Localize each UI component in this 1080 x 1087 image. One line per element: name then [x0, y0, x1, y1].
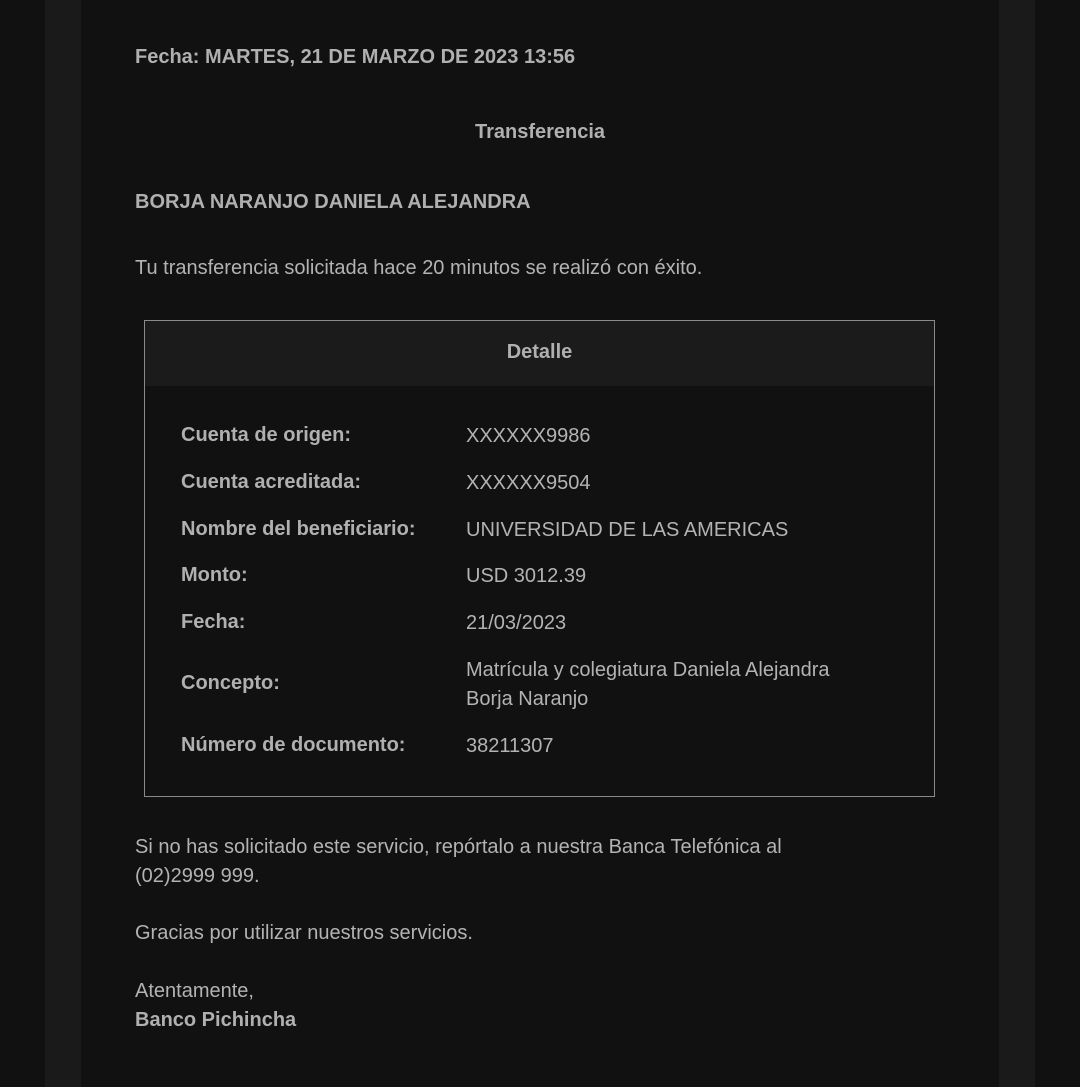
credited-account-label: Cuenta acreditada: — [181, 471, 362, 493]
email-title: Transferencia — [474, 121, 606, 143]
date-line: Fecha: MARTES, 21 DE MARZO DE 2023 13:56 — [135, 46, 576, 68]
beneficiary-value: UNIVERSIDAD DE LAS AMERICAS — [466, 519, 789, 541]
bank-signature: Banco Pichincha — [135, 1009, 297, 1031]
intro-text: Tu transferencia solicitada hace 20 minutos se realizó con éxito. — [135, 257, 703, 279]
concept-label: Concepto: — [181, 672, 280, 694]
date-value: 21/03/2023 — [466, 612, 567, 634]
thanks-text: Gracias por utilizar nuestros servicios. — [135, 922, 473, 944]
document-number-value: 38211307 — [466, 735, 554, 757]
email-body — [81, 0, 999, 1087]
right-margin — [999, 0, 1035, 1087]
left-margin — [45, 0, 81, 1087]
amount-value: USD 3012.39 — [466, 565, 587, 587]
concept-value-line2: Borja Naranjo — [466, 688, 589, 710]
detail-table — [144, 320, 935, 797]
document-number-label: Número de documento: — [181, 734, 406, 756]
report-note: Si no has solicitado este servicio, repórtalo a nuestra Banca Telefónica al (02)2999 999. — [135, 836, 782, 887]
detail-heading: Detalle — [145, 321, 934, 386]
beneficiary-label: Nombre del beneficiario: — [181, 518, 416, 540]
origin-account-label: Cuenta de origen: — [181, 424, 352, 446]
origin-account-value: XXXXXX9986 — [466, 425, 591, 447]
credited-account-value: XXXXXX9504 — [466, 472, 591, 494]
concept-value-line1: Matrícula y colegiatura Daniela Alejandra — [466, 659, 830, 681]
recipient-name: BORJA NARANJO DANIELA ALEJANDRA — [135, 191, 531, 213]
closing-text: Atentamente, — [135, 980, 254, 1002]
amount-label: Monto: — [181, 564, 248, 586]
date-label: Fecha: — [181, 611, 246, 633]
